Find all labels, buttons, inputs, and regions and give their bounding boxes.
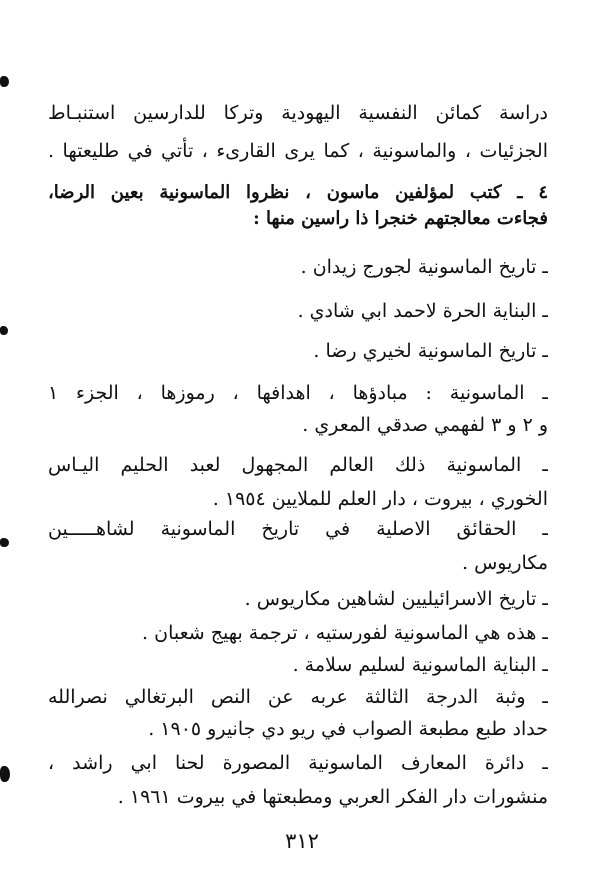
list-item: ـ تاريخ الماسونية لجورج زيدان . <box>300 256 548 278</box>
left-margin-ink-mark <box>0 326 8 335</box>
list-item: ـ البناية الحرة لاحمد ابي شادي . <box>297 300 548 322</box>
list-item-continuation: منشورات دار الفكر العربي ومطبعتها في بيروت ١٩٦١ . <box>117 786 548 808</box>
section-heading: ٤ ـ كتب لمؤلفين ماسون ، نظروا الماسونية بعين الرضا، <box>48 182 548 203</box>
list-item-continuation: حداد طبع مطبعة الصواب في ريو دي جانيرو ١٩٠٥ . <box>148 718 548 740</box>
list-item: ـ الحقائق الاصلية في تاريخ الماسونية لشاهـــــين <box>48 518 548 540</box>
list-item: ـ الماسونية : مبادؤها ، اهدافها ، رموزها ، الجزء ١ <box>48 382 548 404</box>
list-item-continuation: مكاريوس . <box>461 552 548 574</box>
list-item: ـ البناية الماسونية لسليم سلامة . <box>292 654 548 676</box>
list-item: ـ تاريخ الماسونية لخيري رضا . <box>313 340 548 362</box>
list-item: ـ وثبة الدرجة الثالثة عربه عن النص البرتغالي نصرالله <box>48 686 548 708</box>
list-item: ـ دائرة المعارف الماسونية المصورة لحنا ابي راشد ، <box>48 752 548 774</box>
left-margin-ink-mark <box>0 766 10 782</box>
list-item: ـ هذه هي الماسونية لفورستيه ، ترجمة بهيج شعبان . <box>142 622 548 644</box>
page-number: ٣١٢ <box>285 829 319 853</box>
section-heading: فجاءت معالجتهم خنجرا ذا راسين منها : <box>253 208 548 229</box>
list-item-continuation: و ٢ و ٣ لفهمي صدقي المعري . <box>302 414 548 436</box>
intro-line: دراسة كمائن النفسية اليهودية وتركا للدارسين استنبـاط <box>48 102 548 124</box>
list-item: ـ تاريخ الاسرائيليين لشاهين مكاريوس . <box>244 588 548 610</box>
list-item-continuation: الخوري ، بيروت ، دار العلم للملايين ١٩٥٤ . <box>212 488 548 510</box>
list-item: ـ الماسونية ذلك العالم المجهول لعبد الحليم اليـاس <box>48 454 548 476</box>
left-margin-ink-mark <box>0 76 9 87</box>
intro-line: الجزئيات ، والماسونية ، كما يرى القارىء ، تأتي في طليعتها . <box>48 140 548 162</box>
left-margin-ink-mark <box>0 538 9 547</box>
